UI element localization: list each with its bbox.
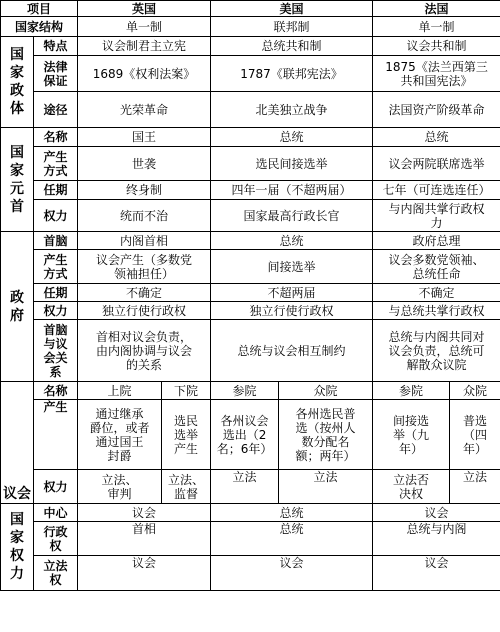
header-item: 项目 (1, 1, 78, 17)
header-row (1, 1, 500, 17)
polity-feature-label: 特点 (34, 37, 78, 56)
gov-origin-fr: 议会多数党领袖、 总统任命 (373, 250, 500, 284)
polity-feature-us: 总统共和制 (211, 37, 373, 56)
gov-origin-label: 产生 方式 (34, 250, 78, 284)
gov-power-uk: 独立行使行政权 (78, 302, 211, 320)
sp-executive-label: 行政 权 (34, 522, 78, 556)
header-fr: 法国 (373, 1, 500, 17)
hos-power-us: 国家最高行政长官 (211, 200, 373, 232)
sp-center-label: 中心 (34, 504, 78, 522)
parl-name-us-house: 众院 (279, 382, 373, 400)
gov-relation-uk: 首相对议会负责， 由内阁协调与议会 的关系 (78, 320, 211, 382)
hos-power-row (1, 200, 500, 232)
gov-term-fr: 不确定 (373, 284, 500, 302)
polity-feature-uk: 议会制君主立宪 (78, 37, 211, 56)
parl-power-us-senate: 立法 (211, 470, 279, 504)
polity-path-fr: 法国资产阶级革命 (373, 92, 500, 128)
parl-power-fr-house: 立法 (450, 470, 500, 504)
gov-origin-us: 间接选举 (211, 250, 373, 284)
parl-name-uk-lower: 下院 (162, 382, 211, 400)
parl-power-row (1, 470, 500, 504)
sp-center-us: 总统 (211, 504, 373, 522)
gov-term-uk: 不确定 (78, 284, 211, 302)
parl-origin-fr-house: 普选 （四 年） (450, 400, 500, 470)
hos-origin-row (1, 147, 500, 181)
polity-law-uk: 1689《权利法案》 (78, 56, 211, 92)
parl-name-uk-upper: 上院 (78, 382, 162, 400)
structure-label: 国家结构 (1, 17, 78, 37)
header-us: 美国 (211, 1, 373, 17)
gov-origin-uk: 议会产生（多数党 领袖担任） (78, 250, 211, 284)
gov-power-label: 权力 (34, 302, 78, 320)
hos-term-label: 任期 (34, 181, 78, 200)
structure-us: 联邦制 (211, 17, 373, 37)
hos-term-us: 四年一届（不超两届） (211, 181, 373, 200)
parl-label: 议会 (1, 382, 34, 504)
hos-name-label: 名称 (34, 128, 78, 147)
gov-power-us: 独立行使行政权 (211, 302, 373, 320)
gov-relation-row (1, 320, 500, 382)
gov-term-row (1, 284, 500, 302)
gov-origin-row (1, 250, 500, 284)
polity-path-uk: 光荣革命 (78, 92, 211, 128)
sp-center-fr: 议会 (373, 504, 500, 522)
gov-head-label: 首脑 (34, 232, 78, 250)
parl-origin-fr-senate: 间接选 举（九 年） (373, 400, 450, 470)
gov-relation-fr: 总统与内阁共同对 议会负责，总统可 解散众议院 (373, 320, 500, 382)
parl-power-label: 权力 (34, 470, 78, 504)
polity-feature-fr: 议会共和制 (373, 37, 500, 56)
parl-name-us-senate: 参院 (211, 382, 279, 400)
gov-head-uk: 内阁首相 (78, 232, 211, 250)
sp-legislative-row (1, 556, 500, 591)
gov-label: 政 府 (1, 232, 34, 382)
gov-relation-us: 总统与议会相互制约 (211, 320, 373, 382)
hos-name-us: 总统 (211, 128, 373, 147)
parl-power-us-house: 立法 (279, 470, 373, 504)
hos-origin-fr: 议会两院联席选举 (373, 147, 500, 181)
parl-origin-label: 产生 (34, 400, 78, 470)
polity-law-label: 法律 保证 (34, 56, 78, 92)
structure-uk: 单一制 (78, 17, 211, 37)
parl-origin-us-senate: 各州议会 选出（2 名；6年） (211, 400, 279, 470)
parl-origin-us-house: 各州选民普 选（按州人 数分配名 额；两年） (279, 400, 373, 470)
parl-name-fr-senate: 参院 (373, 382, 450, 400)
hos-origin-label: 产生 方式 (34, 147, 78, 181)
gov-power-row (1, 302, 500, 320)
hos-power-label: 权力 (34, 200, 78, 232)
parl-name-row (1, 382, 500, 400)
gov-term-us: 不超两届 (211, 284, 373, 302)
parl-power-uk-upper: 立法、 审判 (78, 470, 162, 504)
sp-legislative-label: 立法 权 (34, 556, 78, 591)
gov-head-fr: 政府总理 (373, 232, 500, 250)
polity-label: 国 家 政 体 (1, 37, 34, 128)
structure-fr: 单一制 (373, 17, 500, 37)
gov-power-fr: 与总统共掌行政权 (373, 302, 500, 320)
polity-law-us: 1787《联邦宪法》 (211, 56, 373, 92)
sp-executive-uk: 首相 (78, 522, 211, 556)
polity-path-row (1, 92, 500, 128)
parl-name-label: 名称 (34, 382, 78, 400)
hos-term-uk: 终身制 (78, 181, 211, 200)
sp-executive-row (1, 522, 500, 556)
hos-label: 国 家 元 首 (1, 128, 34, 232)
hos-name-fr: 总统 (373, 128, 500, 147)
parl-power-uk-lower: 立法、 监督 (162, 470, 211, 504)
gov-term-label: 任期 (34, 284, 78, 302)
structure-row (1, 17, 500, 37)
gov-relation-label: 首脑 与议 会关 系 (34, 320, 78, 382)
hos-name-row (1, 128, 500, 147)
hos-name-uk: 国王 (78, 128, 211, 147)
hos-power-uk: 统而不治 (78, 200, 211, 232)
parl-power-fr-senate: 立法否 决权 (373, 470, 450, 504)
hos-term-row (1, 181, 500, 200)
sp-label: 国 家 权 力 (1, 504, 34, 591)
sp-center-row (1, 504, 500, 522)
gov-head-us: 总统 (211, 232, 373, 250)
polity-feature-row (1, 37, 500, 56)
parl-name-fr-house: 众院 (450, 382, 500, 400)
hos-power-fr: 与内阁共掌行政权 力 (373, 200, 500, 232)
sp-legislative-us: 议会 (211, 556, 373, 591)
hos-origin-uk: 世袭 (78, 147, 211, 181)
polity-law-fr: 1875《法兰西第三 共和国宪法》 (373, 56, 500, 92)
parl-origin-row (1, 400, 500, 470)
sp-center-uk: 议会 (78, 504, 211, 522)
parl-origin-uk-upper: 通过继承 爵位，或者 通过国王 封爵 (78, 400, 162, 470)
polity-path-us: 北美独立战争 (211, 92, 373, 128)
parl-origin-uk-lower: 选民 选举 产生 (162, 400, 211, 470)
polity-law-row (1, 56, 500, 92)
gov-head-row (1, 232, 500, 250)
sp-executive-us: 总统 (211, 522, 373, 556)
polity-path-label: 途径 (34, 92, 78, 128)
sp-legislative-fr: 议会 (373, 556, 500, 591)
hos-origin-us: 选民间接选举 (211, 147, 373, 181)
header-uk: 英国 (78, 1, 211, 17)
hos-term-fr: 七年（可连选连任） (373, 181, 500, 200)
sp-executive-fr: 总统与内阁 (373, 522, 500, 556)
sp-legislative-uk: 议会 (78, 556, 211, 591)
